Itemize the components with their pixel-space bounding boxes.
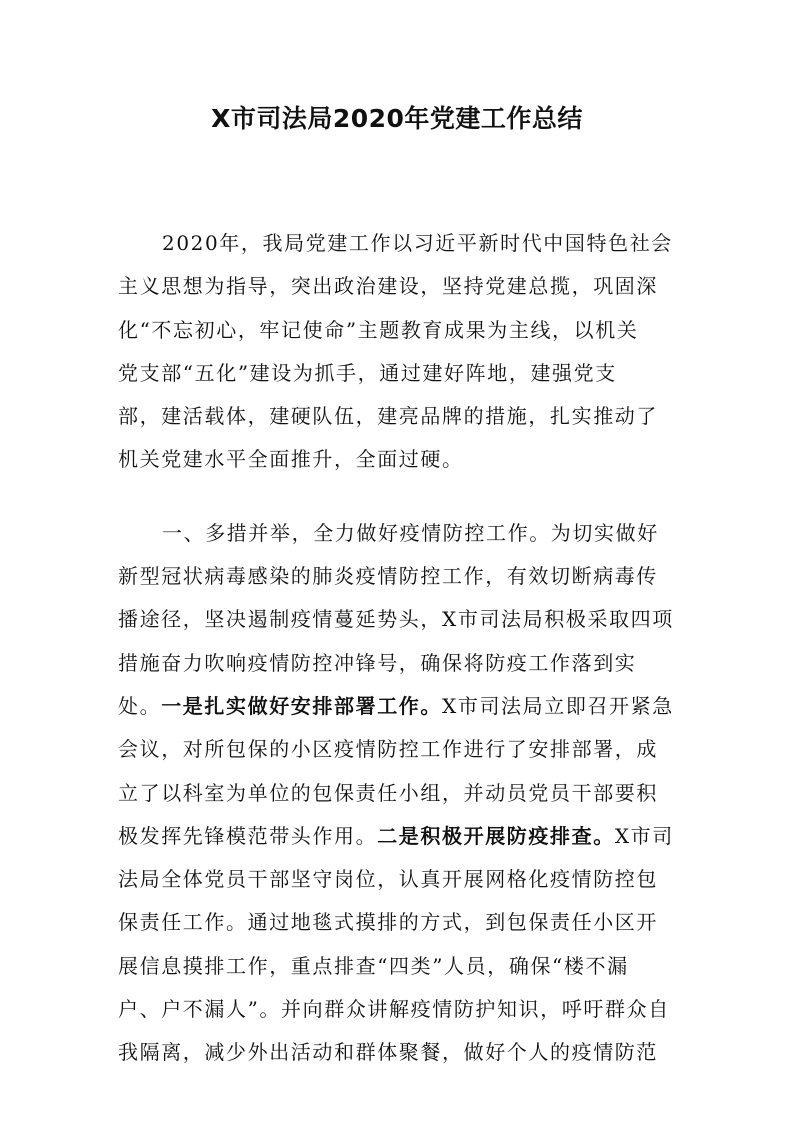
paragraph-line: 一、多措并举，全力做好疫情防控工作。为切实做好	[162, 520, 659, 545]
text-run: 极发挥先锋模范带头作用。	[118, 823, 378, 848]
paragraph-line: 党支部“五化”建设为抓手，通过建好阵地，建强党支	[118, 360, 617, 385]
paragraph-intro	[118, 222, 678, 482]
text-run: X市司法局立即召开紧急	[442, 693, 674, 718]
document-title: X市司法局2020年党建工作总结	[211, 104, 583, 133]
paragraph-line: 播途径，坚决遏制疫情蔓延势头，X市司法局积极采取四项	[118, 607, 674, 632]
document-body	[118, 222, 678, 1075]
paragraph-line	[118, 685, 678, 728]
paragraph-line	[118, 815, 678, 858]
paragraph-line: 我隔离，减少外出活动和群体聚餐，做好个人的疫情防范	[118, 1040, 658, 1065]
paragraph-line: 化“不忘初心，牢记使命”主题教育成果为主线，以机关	[118, 317, 639, 342]
bold-subheading: 二是积极开展防疫排查。	[377, 823, 615, 848]
text-run: X市司	[614, 823, 674, 848]
text-run: 处。	[118, 693, 162, 718]
paragraph-line: 2020年，我局党建工作以习近平新时代中国特色社会	[162, 231, 673, 255]
paragraph-line: 立了以科室为单位的包保责任小组，并动员党员干部要积	[118, 780, 658, 805]
paragraph-line: 措施奋力吹响疫情防控冲锋号，确保将防疫工作落到实	[118, 650, 637, 675]
paragraph-line: 机关党建水平全面推升，全面过硬。	[118, 447, 464, 472]
paragraph-line: 会议，对所包保的小区疫情防控工作进行了安排部署，成	[118, 737, 658, 762]
paragraph-line: 新型冠状病毒感染的肺炎疫情防控工作，有效切断病毒传	[118, 564, 658, 589]
paragraph-section-one	[118, 512, 678, 1075]
paragraph-line: 保责任工作。通过地毯式摸排的方式，到包保责任小区开	[118, 910, 658, 935]
paragraph-line: 部，建活载体，建硬队伍，建亮品牌的措施，扎实推动了	[118, 404, 658, 429]
paragraph-line: 展信息摸排工作，重点排查“四类”人员，确保“楼不漏	[118, 953, 629, 978]
bold-subheading: 一是扎实做好安排部署工作。	[161, 693, 443, 718]
paragraph-spacer	[118, 482, 678, 512]
paragraph-line: 主义思想为指导，突出政治建设，坚持党建总揽，巩固深	[118, 274, 658, 299]
paragraph-line: 户、户不漏人”。并向群众讲解疫情防护知识，呼吁群众自	[118, 997, 670, 1022]
paragraph-line: 法局全体党员干部坚守岗位，认真开展网格化疫情防控包	[118, 867, 658, 892]
